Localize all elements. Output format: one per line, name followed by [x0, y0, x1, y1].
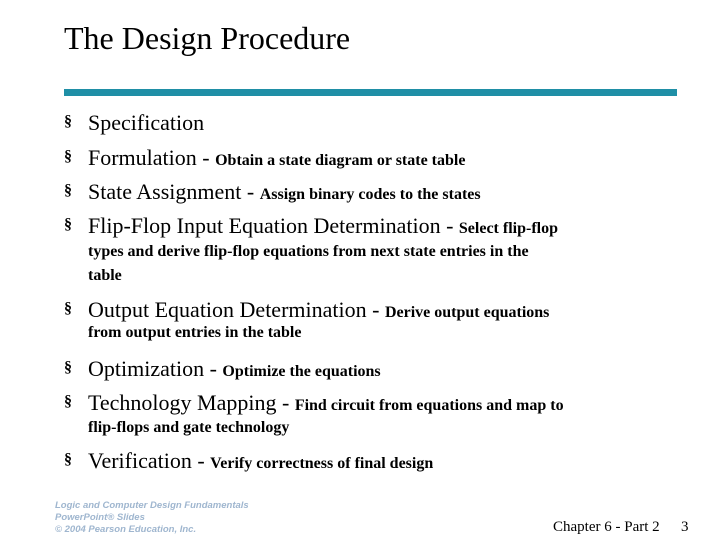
bullet-marker: §	[64, 300, 72, 317]
bullet-heading: State Assignment -	[88, 179, 260, 204]
bullet-continuation: types and derive flip-flop equations from next state entries in the	[88, 243, 529, 260]
logo-line: PowerPoint® Slides	[55, 512, 145, 523]
logo-line: Logic and Computer Design Fundamentals	[55, 500, 249, 511]
bullet-heading: Formulation -	[88, 145, 216, 170]
bullet-continuation: flip-flops and gate technology	[88, 419, 290, 436]
slide-title: The Design Procedure	[64, 20, 351, 56]
bullet-marker: §	[64, 113, 72, 130]
logo-line: © 2004 Pearson Education, Inc.	[55, 524, 197, 535]
bullet-line	[88, 179, 481, 205]
page-number: 3	[681, 519, 689, 535]
bullet-marker: §	[64, 359, 72, 376]
bullet-marker: §	[64, 393, 72, 410]
chapter-label: Chapter 6 - Part 2	[553, 519, 660, 535]
bullet-line	[88, 110, 204, 136]
bullet-line	[88, 448, 433, 474]
bullet-line	[88, 390, 564, 416]
bullet-marker: §	[64, 182, 72, 199]
bullet-line	[88, 145, 465, 171]
bullet-continuation: from output entries in the table	[88, 324, 302, 341]
bullet-detail: Find circuit from equations and map to	[294, 397, 564, 414]
bullet-line	[88, 213, 558, 239]
bullet-line	[88, 356, 381, 382]
bullet-heading: Verification -	[88, 448, 211, 473]
bullet-heading: Output Equation Determination -	[88, 297, 385, 322]
bullet-continuation: table	[88, 267, 122, 284]
bullet-detail: Assign binary codes to the states	[259, 186, 481, 203]
bullet-heading: Specification	[88, 110, 205, 135]
bullet-marker: §	[64, 216, 72, 233]
bullet-detail: Optimize the equations	[222, 363, 381, 380]
bullet-marker: §	[64, 148, 72, 165]
bullet-detail: Obtain a state diagram or state table	[215, 152, 466, 169]
bullet-detail: Derive output equations	[384, 304, 550, 321]
bullet-heading: Technology Mapping -	[88, 390, 295, 415]
title-divider	[64, 89, 677, 96]
bullet-detail: Verify correctness of final design	[210, 455, 434, 472]
bullet-marker: §	[64, 451, 72, 468]
bullet-heading: Flip-Flop Input Equation Determination -	[88, 213, 459, 238]
bullet-detail: Select flip-flop	[458, 220, 558, 237]
publisher-logo	[55, 500, 249, 536]
bullet-line	[88, 297, 549, 323]
bullet-heading: Optimization -	[88, 356, 223, 381]
